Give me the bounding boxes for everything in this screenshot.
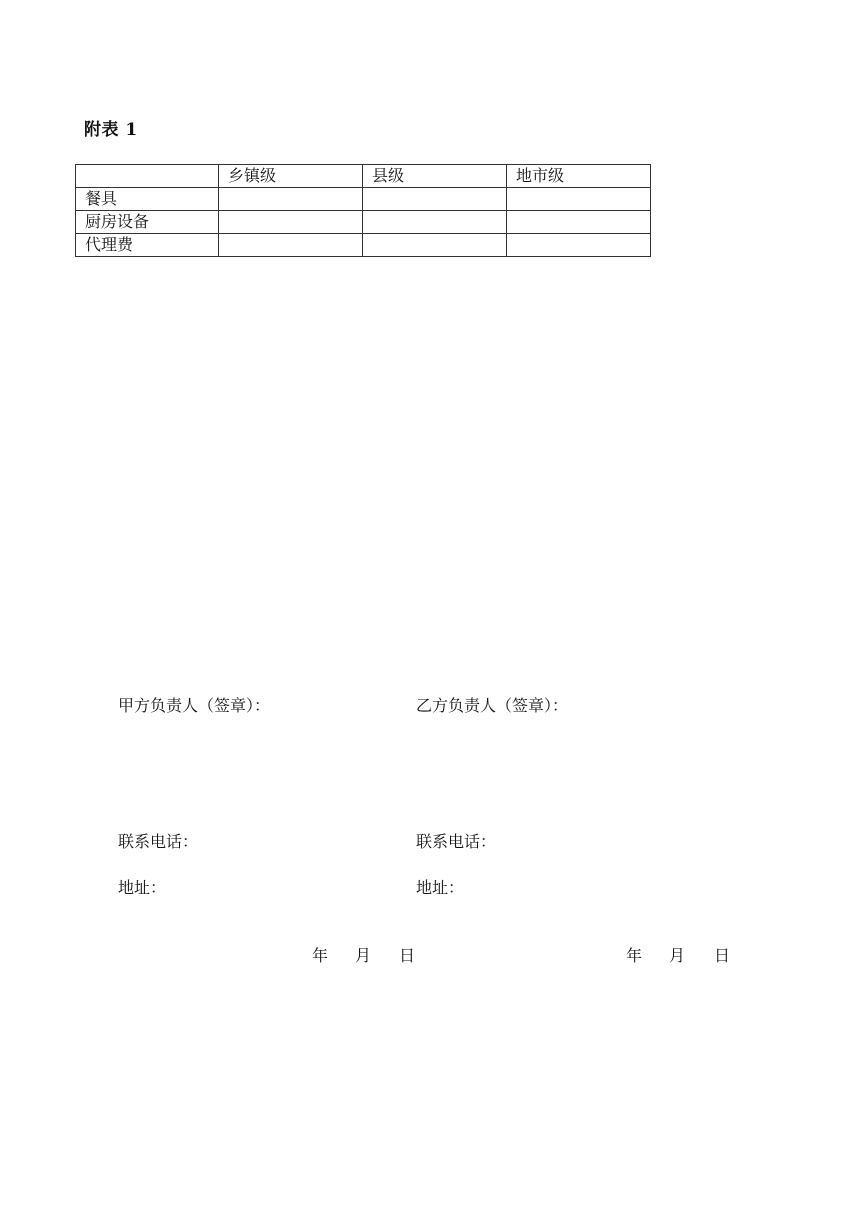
table-header-cell: 乡镇级 <box>219 165 363 188</box>
table-header-row <box>76 165 651 188</box>
table-row <box>76 234 651 257</box>
party-a-address-label: 地址： <box>118 878 167 897</box>
table-cell <box>219 211 363 234</box>
party-a-date-day: 日 <box>399 946 416 965</box>
appendix-table <box>75 164 651 257</box>
table-cell <box>507 211 651 234</box>
table-row <box>76 188 651 211</box>
table-row <box>76 211 651 234</box>
table-cell <box>219 188 363 211</box>
party-a-signer-label: 甲方负责人（签章）： <box>118 696 271 715</box>
table-header-cell: 地市级 <box>507 165 651 188</box>
table-cell <box>507 188 651 211</box>
table-row-label: 厨房设备 <box>76 211 219 234</box>
table-cell <box>363 188 507 211</box>
party-b-phone-label: 联系电话： <box>416 832 497 851</box>
party-b-date-day: 日 <box>714 946 731 965</box>
table-row-label: 餐具 <box>76 188 219 211</box>
table-cell <box>363 234 507 257</box>
party-a-date-year: 年 <box>312 946 329 965</box>
table-cell <box>219 234 363 257</box>
party-b-address-label: 地址： <box>416 878 465 897</box>
party-a-date-month: 月 <box>355 946 372 965</box>
party-b-date-month: 月 <box>669 946 686 965</box>
table-cell <box>507 234 651 257</box>
table-header-cell <box>76 165 219 188</box>
table-cell <box>363 211 507 234</box>
table-header-cell: 县级 <box>363 165 507 188</box>
table-row-label: 代理费 <box>76 234 219 257</box>
party-b-date-year: 年 <box>626 946 643 965</box>
party-b-signer-label: 乙方负责人（签章）： <box>416 696 569 715</box>
appendix-title: 附表 1 <box>84 120 138 140</box>
party-a-phone-label: 联系电话： <box>118 832 199 851</box>
